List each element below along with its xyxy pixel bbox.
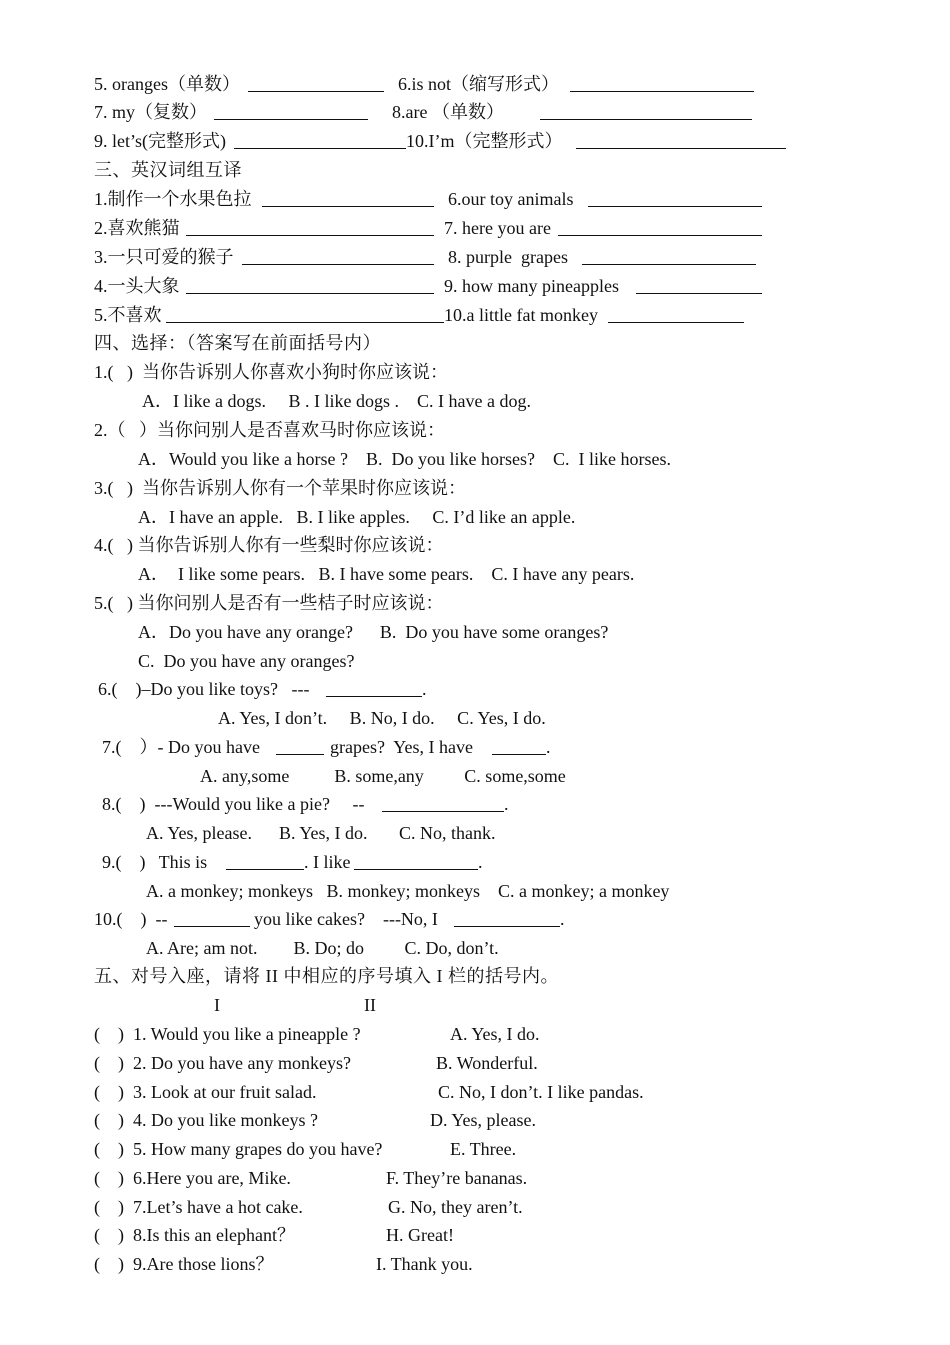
s4-q1-options: A．I like a dogs. B . I like dogs . C. I have a dog. <box>142 391 531 411</box>
answer-blank[interactable] <box>540 119 752 120</box>
s3-item-3: 3.一只可爱的猴子 <box>94 247 234 267</box>
s3-item-9: 9. how many pineapples <box>444 276 619 296</box>
answer-blank[interactable] <box>174 926 250 927</box>
s3-item-2: 2.喜欢熊猫 <box>94 218 180 238</box>
s4-q8-row: 8.( ) ---Would you like a pie? -- . <box>102 794 509 814</box>
match-right-f: F. They’re bananas. <box>386 1168 528 1188</box>
s4-q9-options: A. a monkey; monkeys B. monkey; monkeys C. a monkey; a monkey <box>146 881 670 901</box>
answer-blank[interactable] <box>234 148 406 149</box>
answer-blank[interactable] <box>558 235 762 236</box>
s4-q8: 8.( ) ---Would you like a pie? -- <box>102 794 365 814</box>
s2-q9: 9. let’s(完整形式) <box>94 131 226 151</box>
s3-item-7: 7. here you are <box>444 218 551 238</box>
answer-blank[interactable] <box>492 754 546 755</box>
answer-blank[interactable] <box>382 811 504 812</box>
s3-item-5: 5.不喜欢 <box>94 305 162 325</box>
column-header-ii: II <box>364 995 376 1015</box>
answer-blank[interactable] <box>214 119 368 120</box>
s4-q10-part2: you like cakes? ---No, I <box>254 909 438 929</box>
s4-q7-part2: grapes? Yes, I have <box>330 737 473 757</box>
s4-q7-part1: 7.( ）- Do you have <box>102 737 260 757</box>
s4-q5-options-ab: A．Do you have any orange? B. Do you have some oranges? <box>138 622 609 642</box>
match-right-c: C. No, I don’t. I like pandas. <box>438 1082 644 1102</box>
s4-q2-options: A．Would you like a horse ? B. Do you like horses? C. I like horses. <box>138 449 671 469</box>
match-left-7: ( ) 7.Let’s have a hot cake. <box>94 1197 303 1217</box>
s3-item-1: 1.制作一个水果色拉 <box>94 189 252 209</box>
match-right-g: G. No, they aren’t. <box>388 1197 523 1217</box>
match-right-b: B. Wonderful. <box>436 1053 538 1073</box>
s4-q4-options: A． I like some pears. B. I have some pears. C. I have any pears. <box>138 564 635 584</box>
s4-q10-options: A. Are; am not. B. Do; do C. Do, don’t. <box>146 938 499 958</box>
match-left-5: ( ) 5. How many grapes do you have? <box>94 1139 383 1159</box>
s4-q9-part2: . I like <box>304 852 351 872</box>
s2-q6: 6.is not（缩写形式） <box>398 74 560 94</box>
s4-q5: 5.( ) 当你问别人是否有一些桔子时应该说： <box>94 593 444 613</box>
match-left-1: ( ) 1. Would you like a pineapple ? <box>94 1024 361 1044</box>
s3-item-6: 6.our toy animals <box>448 189 574 209</box>
s4-q6-row: 6.( )–Do you like toys? --- . <box>98 679 427 699</box>
answer-blank[interactable] <box>276 754 324 755</box>
match-left-8: ( ) 8.Is this an elephant？ <box>94 1225 295 1245</box>
answer-blank[interactable] <box>582 264 756 265</box>
section4-heading: 四、选择：（答案写在前面括号内） <box>94 333 381 353</box>
match-left-4: ( ) 4. Do you like monkeys ? <box>94 1110 318 1130</box>
answer-blank[interactable] <box>226 869 304 870</box>
answer-blank[interactable] <box>166 322 444 323</box>
section3-heading: 三、英汉词组互译 <box>94 160 242 180</box>
match-left-6: ( ) 6.Here you are, Mike. <box>94 1168 291 1188</box>
match-right-i: I. Thank you. <box>376 1254 473 1274</box>
answer-blank[interactable] <box>636 293 762 294</box>
section5-heading: 五、对号入座，请将 II 中相应的序号填入 I 栏的括号内。 <box>94 966 559 986</box>
answer-blank[interactable] <box>570 91 754 92</box>
match-left-9: ( ) 9.Are those lions？ <box>94 1254 274 1274</box>
match-right-a: A. Yes, I do. <box>450 1024 540 1044</box>
s4-q10-part1: 10.( ) -- <box>94 909 168 929</box>
answer-blank[interactable] <box>454 926 560 927</box>
s3-item-8: 8. purple grapes <box>448 247 568 267</box>
s4-q7-row: 7.( ）- Do you have grapes? Yes, I have . <box>102 737 551 757</box>
column-header-i: I <box>214 995 220 1015</box>
match-right-e: E. Three. <box>450 1139 517 1159</box>
s4-q6: 6.( )–Do you like toys? --- <box>98 679 310 699</box>
s4-q3-options: A．I have an apple. B. I like apples. C. I’d like an apple. <box>138 507 576 527</box>
answer-blank[interactable] <box>608 322 744 323</box>
answer-blank[interactable] <box>248 91 384 92</box>
match-right-d: D. Yes, please. <box>430 1110 536 1130</box>
s4-q10-row: 10.( ) -- you like cakes? ---No, I . <box>94 909 565 929</box>
s4-q2: 2.（ ）当你问别人是否喜欢马时你应该说： <box>94 420 445 440</box>
s4-q9-row: 9.( ) This is . I like . <box>102 852 483 872</box>
match-left-2: ( ) 2. Do you have any monkeys? <box>94 1053 351 1073</box>
match-right-h: H. Great! <box>386 1225 454 1245</box>
s4-q1: 1.( ) 当你告诉别人你喜欢小狗时你应该说： <box>94 362 448 382</box>
s3-item-10: 10.a little fat monkey <box>444 305 598 325</box>
answer-blank[interactable] <box>354 869 478 870</box>
s4-q5-option-c: C. Do you have any oranges? <box>138 651 355 671</box>
answer-blank[interactable] <box>186 235 434 236</box>
s3-item-4: 4.一头大象 <box>94 276 180 296</box>
s4-q7-options: A. any,some B. some,any C. some,some <box>200 766 566 786</box>
answer-blank[interactable] <box>262 206 434 207</box>
s2-q8: 8.are （单数） <box>392 102 504 122</box>
s4-q8-options: A. Yes, please. B. Yes, I do. C. No, thank. <box>146 823 496 843</box>
s4-q9-part1: 9.( ) This is <box>102 852 208 872</box>
answer-blank[interactable] <box>242 264 434 265</box>
answer-blank[interactable] <box>588 206 762 207</box>
s2-q10: 10.I’m（完整形式） <box>406 131 563 151</box>
s4-q3: 3.( ) 当你告诉别人你有一个苹果时你应该说： <box>94 478 466 498</box>
s2-q7: 7. my（复数） <box>94 102 208 122</box>
answer-blank[interactable] <box>186 293 434 294</box>
match-left-3: ( ) 3. Look at our fruit salad. <box>94 1082 317 1102</box>
s4-q4: 4.( ) 当你告诉别人你有一些梨时你应该说： <box>94 535 444 555</box>
answer-blank[interactable] <box>326 696 422 697</box>
answer-blank[interactable] <box>576 148 786 149</box>
s4-q6-options: A. Yes, I don’t. B. No, I do. C. Yes, I do. <box>218 708 546 728</box>
s2-q5: 5. oranges（单数） <box>94 74 240 94</box>
